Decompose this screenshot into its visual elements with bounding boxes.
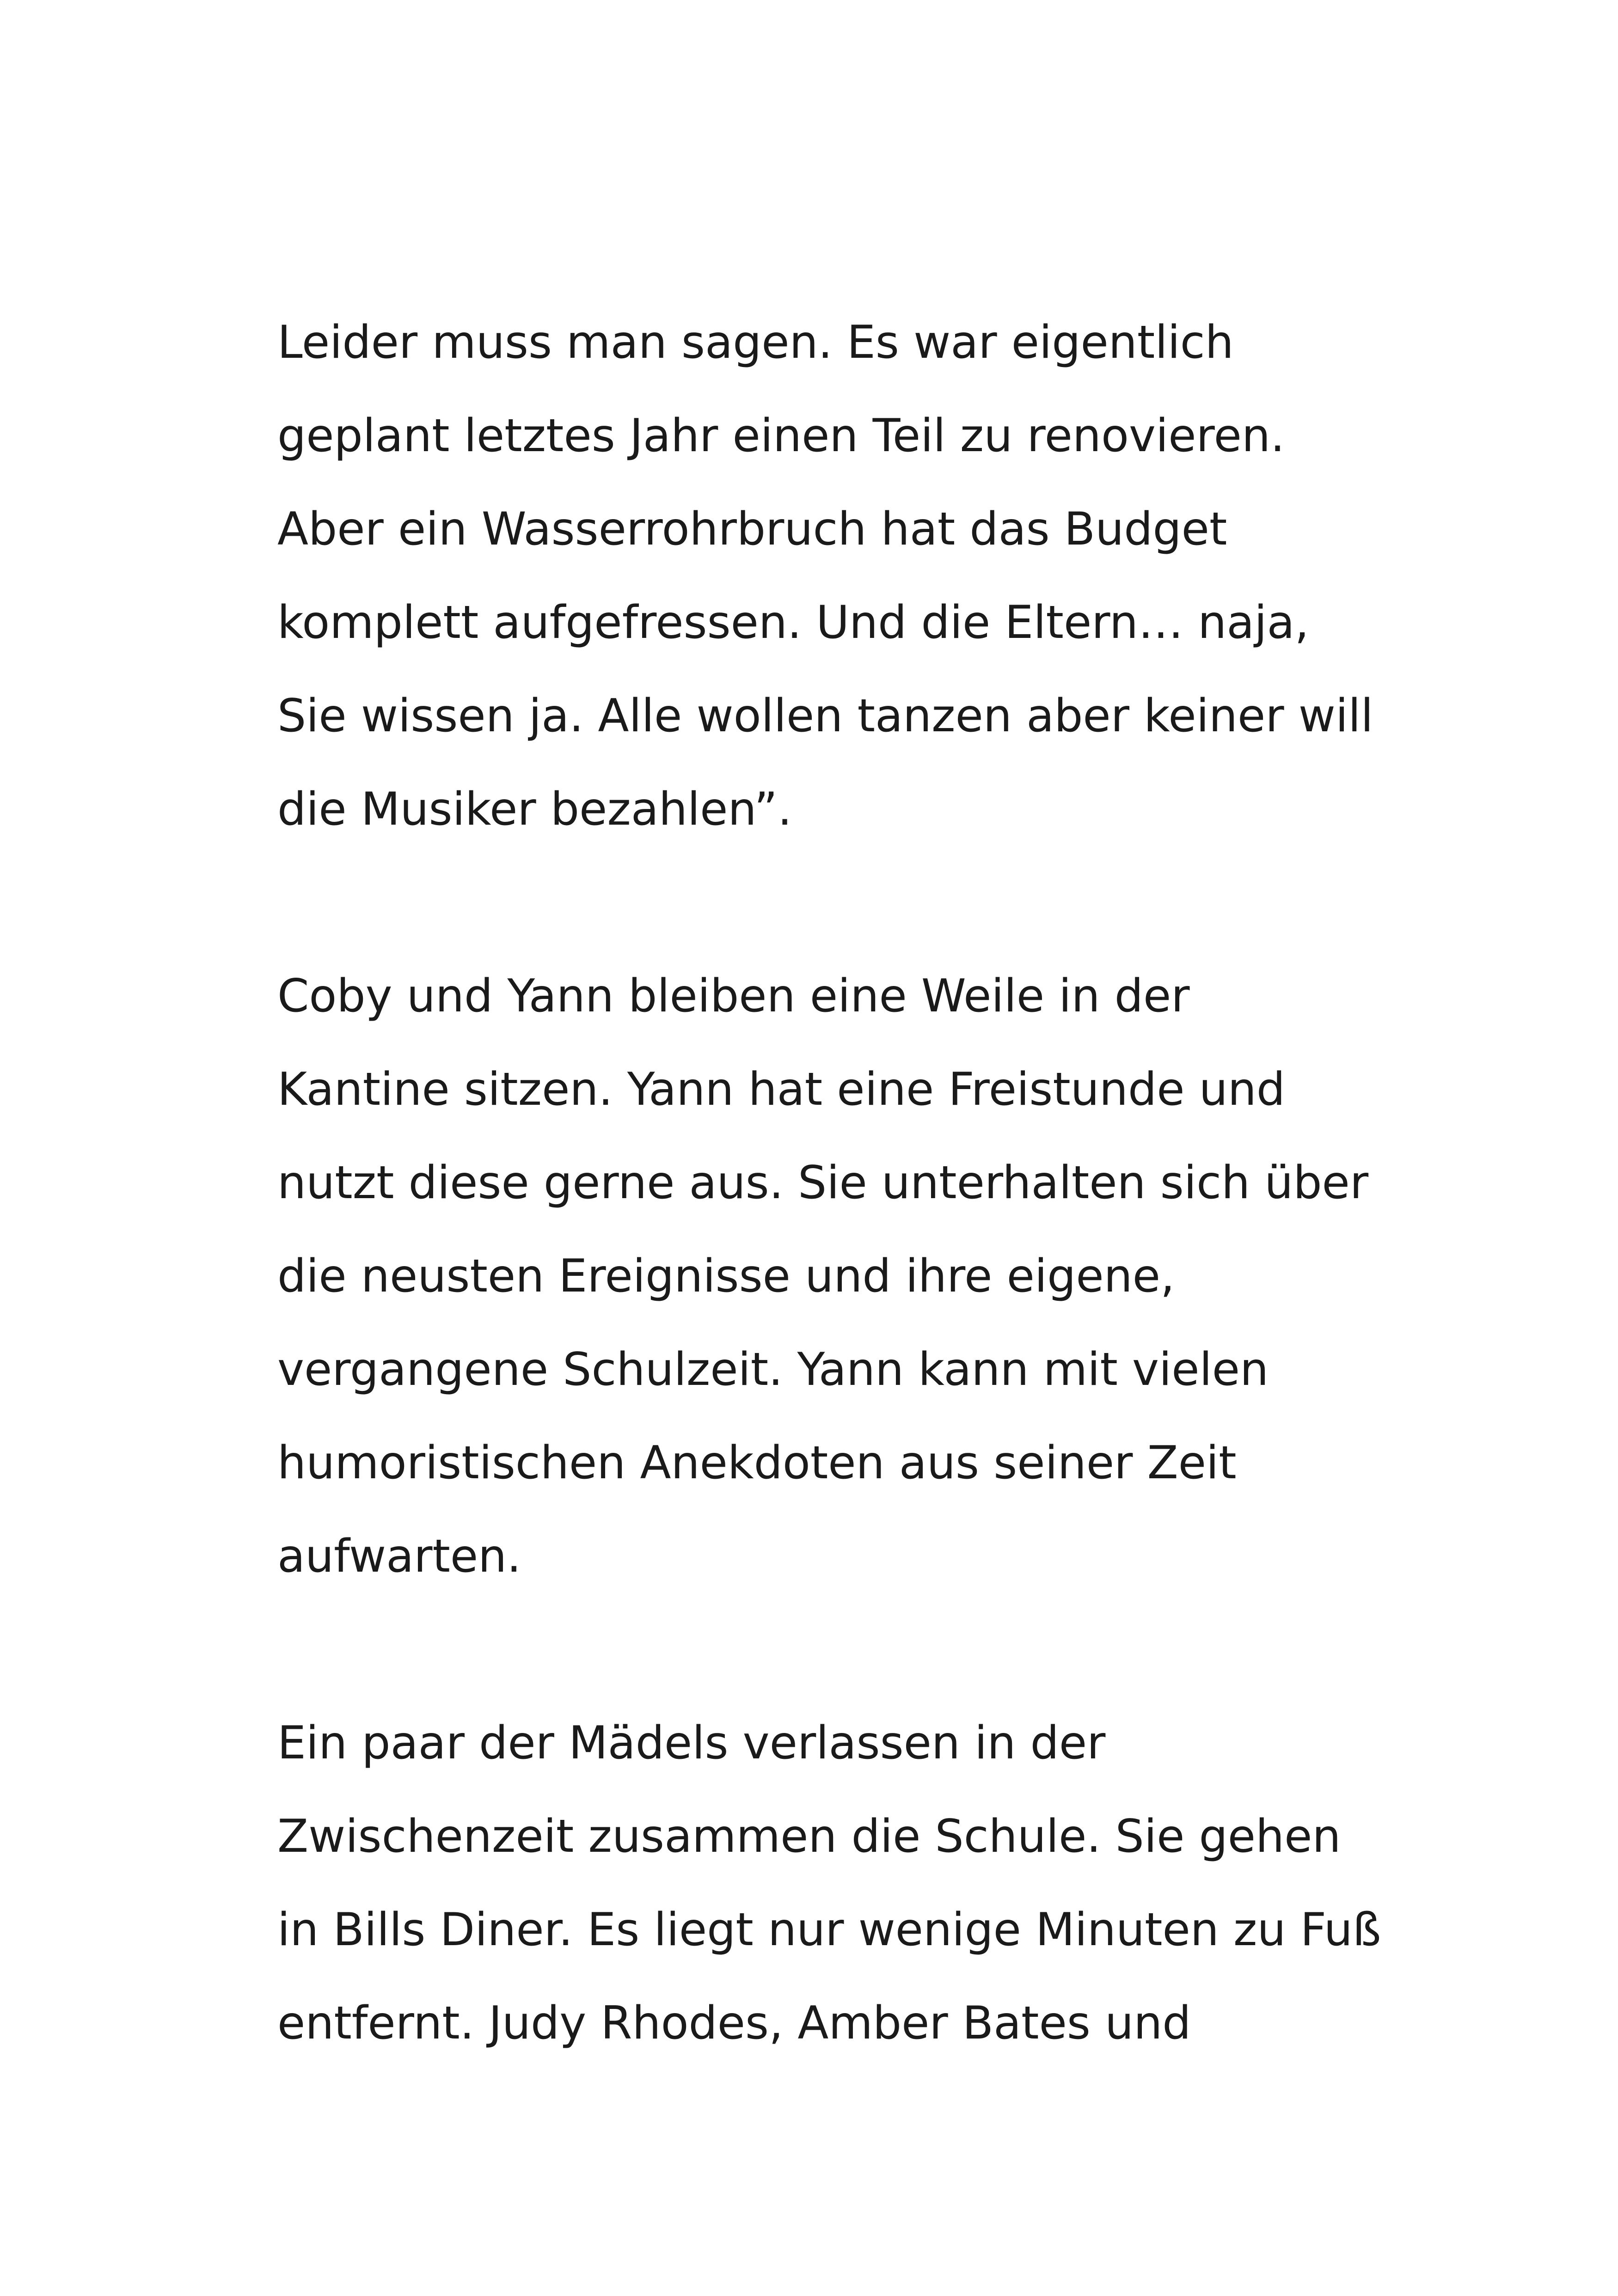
paragraph-3 <box>277 1696 1387 2070</box>
text-line: Coby und Yann bleiben eine Weile in der <box>277 970 1190 1022</box>
paragraph-spacer <box>277 856 1387 949</box>
text-line: Zwischenzeit zusammen die Schule. Sie gehen <box>277 1810 1341 1863</box>
text-line: humoristischen Anekdoten aus seiner Zeit <box>277 1437 1237 1489</box>
text-line: Ein paar der Mädels verlassen in der <box>277 1717 1106 1769</box>
paragraph-spacer <box>277 1603 1387 1696</box>
text-line: entfernt. Judy Rhodes, Amber Bates und <box>277 1997 1191 2050</box>
text-line: Sie wissen ja. Alle wollen tanzen aber keiner will <box>277 690 1373 742</box>
text-line: nutzt diese gerne aus. Sie unterhalten sich über <box>277 1157 1369 1209</box>
text-line: geplant letztes Jahr einen Teil zu renovieren. <box>277 410 1285 462</box>
paragraph-1 <box>277 296 1387 856</box>
text-line: die Musiker bezahlen”. <box>277 783 792 836</box>
text-line: vergangene Schulzeit. Yann kann mit vielen <box>277 1343 1269 1396</box>
text-line: aufwarten. <box>277 1530 521 1583</box>
text-line: komplett aufgefressen. Und die Eltern… naja, <box>277 596 1309 649</box>
text-line: Kantine sitzen. Yann hat eine Freistunde und <box>277 1063 1286 1116</box>
text-line: Aber ein Wasserrohrbruch hat das Budget <box>277 503 1227 556</box>
text-line: die neusten Ereignisse und ihre eigene, <box>277 1250 1175 1303</box>
body-text <box>277 296 1387 2070</box>
text-line: in Bills Diner. Es liegt nur wenige Minuten zu Fuß <box>277 1904 1381 1956</box>
text-line: Leider muss man sagen. Es war eigentlich <box>277 316 1234 369</box>
paragraph-2 <box>277 949 1387 1603</box>
